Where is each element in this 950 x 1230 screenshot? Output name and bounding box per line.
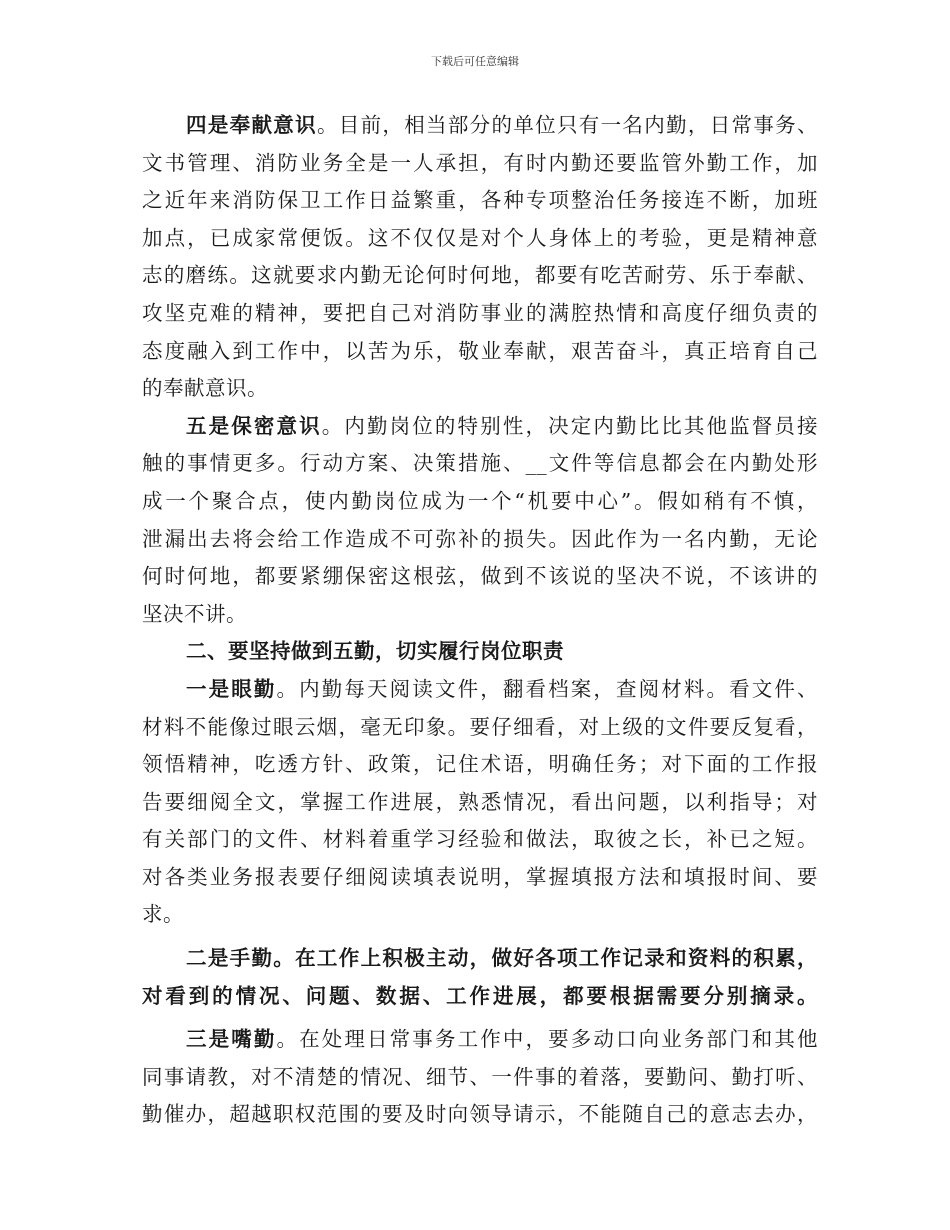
text-line: 泄漏出去将会给工作造成不可弥补的损失。因此作为一名内勤，无论 [142,526,818,551]
text-line: 之近年来消防保卫工作日益繁重，各种专项整治任务接连不断，加班 [142,188,818,213]
text-line: 对各类业务报表要仔细阅读填表说明，掌握填报方法和填报时间、要 [142,864,818,889]
text-line: 文书管理、消防业务全是一人承担，有时内勤还要监管外勤工作，加 [142,150,818,175]
text-line: 领悟精神，吃透方针、政策，记住术语，明确任务；对下面的工作报 [142,752,818,777]
text-span: 。目前，相当部分的单位只有一名内勤，日常事务、 [316,113,819,137]
text-line: 加点，已成家常便饭。这不仅仅是对个人身体上的考验，更是精神意 [142,225,818,250]
text-line [142,671,818,709]
paragraph-lead: 一是眼勤 [186,676,277,701]
text-span: 。内勤岗位的特别性，决定内勤比比其他监督员接 [321,413,819,438]
paragraph-eyes [142,671,818,934]
text-line: 态度融入到工作中，以苦为乐，敬业奉献，艰苦奋斗，真正培育自己 [142,338,818,363]
text-line: 触的事情更多。行动方案、决策措施、__文件等信息都会在内勤处形 [142,451,818,476]
text-line: 材料不能像过眼云烟，毫无印象。要仔细看，对上级的文件要反复看， [142,714,818,739]
text-line: 的奉献意识。 [142,376,268,401]
text-line: 成一个聚合点，使内勤岗位成为一个“机要中心”。假如稍有不慎， [142,488,818,513]
text-line [142,1021,818,1059]
text-line: 二是手勤。在工作上积极主动，做好各项工作记录和资料的积累， [186,946,818,971]
paragraph-dedication [142,107,818,408]
text-line [142,408,818,446]
text-line: 同事请教，对不清楚的情况、细节、一件事的着落，要勤问、勤打听、 [142,1064,818,1089]
text-span: 。内勤每天阅读文件，翻看档案，查阅材料。看文件、 [276,676,819,701]
text-line: 有关部门的文件、材料着重学习经验和做法，取彼之长，补已之短。 [142,827,818,852]
text-line: 求。 [142,902,184,927]
text-line: 对看到的情况、问题、数据、工作进展，都要根据需要分别摘录。 [142,983,818,1008]
page-header: 下载后可任意编辑 [431,55,519,68]
text-line: 何时何地，都要紧绷保密这根弦，做到不该说的坚决不说，不该讲的 [142,564,818,589]
section-heading: 二、要坚持做到五勤，切实履行岗位职责 [186,639,564,664]
text-line [142,107,818,145]
text-line: 勤催办，超越职权范围的要及时向领导请示，不能随自己的意志去办， [142,1102,818,1127]
text-line: 志的磨练。这就要求内勤无论何时何地，都要有吃苦耐劳、乐于奉献、 [142,263,818,288]
text-line: 告要细阅全文，掌握工作进展，熟悉情况，看出问题，以利指导；对 [142,789,818,814]
paragraph-lead: 五是保密意识 [186,413,322,438]
paragraph-hands [142,940,818,1015]
paragraph-lead: 三是嘴勤 [186,1027,277,1052]
text-line: 坚决不讲。 [142,601,247,626]
text-span: 。在处理日常事务工作中，要多动口向业务部门和其他 [276,1027,819,1052]
text-line: 攻坚克难的精神，要把自己对消防事业的满腔热情和高度仔细负责的 [142,300,818,325]
paragraph-lead: 四是奉献意识 [186,113,317,137]
document-body [142,107,818,1134]
paragraph-confidentiality [142,408,818,634]
paragraph-mouth [142,1021,818,1134]
